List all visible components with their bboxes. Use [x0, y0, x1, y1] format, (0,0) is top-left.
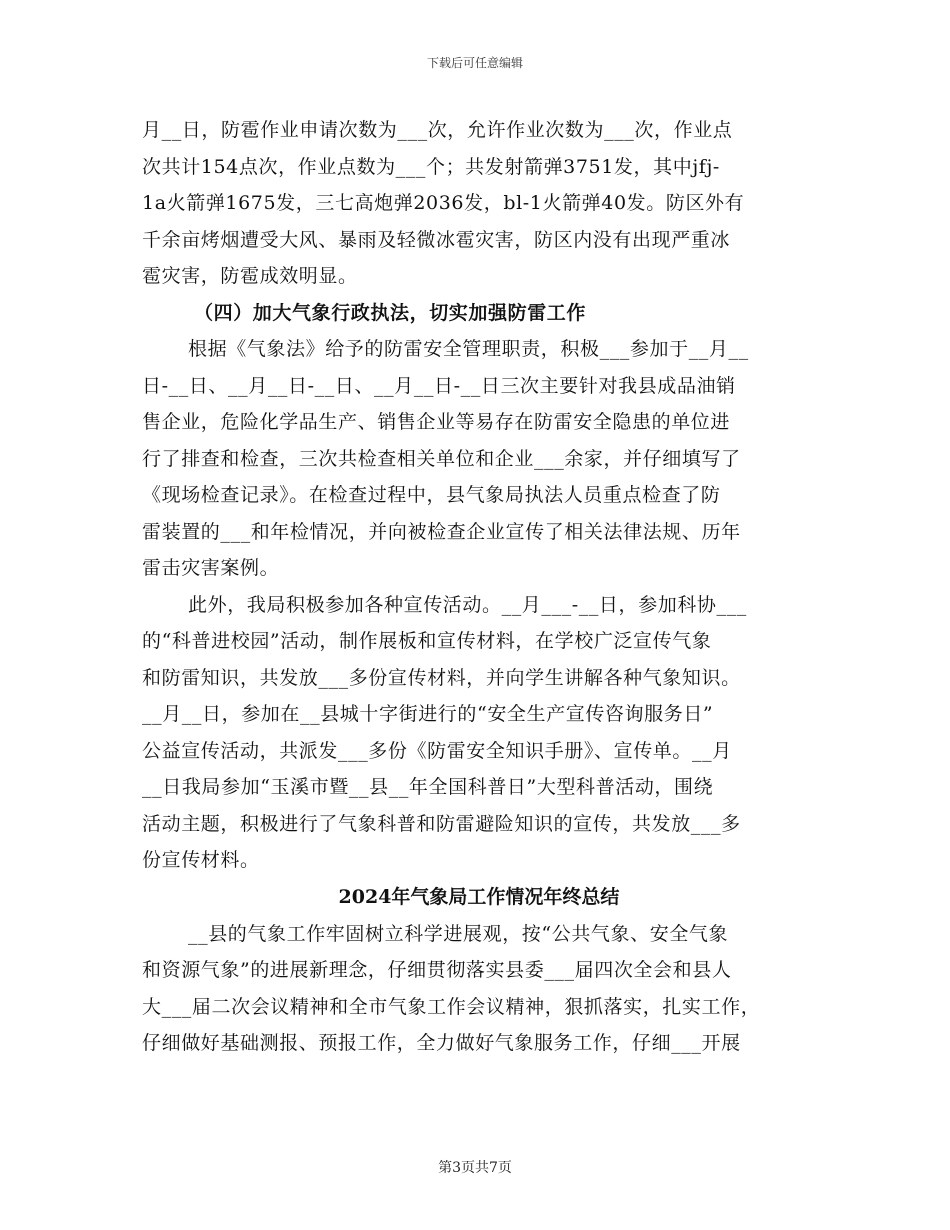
text-line: __县的气象工作牢固树立科学进展观，按“公共气象、安全气象: [188, 922, 729, 945]
text-line: 《现场检查记录》。在检查过程中，县气象局执法人员重点检查了防: [142, 484, 721, 506]
paragraph-lightning-inspection: [142, 331, 816, 587]
text-line: 和防雷知识，共发放___多份宣传材料，并向学生讲解各种气象知识。: [142, 666, 741, 689]
paragraph-publicity-activities: [142, 587, 816, 879]
text-line: 雹灾害，防雹成效明显。: [142, 265, 358, 287]
text-line: __月__日，参加在__县城十字街进行的“安全生产宣传咨询服务日”: [142, 703, 714, 725]
text-line: 雷击灾害案例。: [142, 557, 280, 579]
article-title: 2024年气象局工作情况年终总结: [338, 885, 620, 908]
text-line: 此外，我局积极参加各种宣传活动。__月___-__日，参加科协___: [188, 593, 747, 616]
page-number: 第3页共7页: [438, 1160, 512, 1176]
text-line: __日我局参加“玉溪市暨__县__年全国科普日”大型科普活动，围绕: [142, 776, 714, 798]
text-line: 根据《气象法》给予的防雷安全管理职责，积极___参加于__月__: [188, 338, 749, 360]
paragraph-hail-prevention: [142, 112, 816, 295]
text-line: 仔细做好基础测报、预报工作，全力做好气象服务工作，仔细___开展: [142, 1032, 741, 1054]
page-header: 下载后可任意编辑: [426, 56, 523, 70]
text-line: 大___届二次会议精神和全市气象工作会议精神，狠抓落实，扎实工作，: [142, 995, 761, 1018]
section-heading: （四）加大气象行政执法，切实加强防雷工作: [194, 301, 587, 324]
paragraph-annual-summary: [142, 916, 816, 1062]
text-line: 雷装置的___和年检情况，并向被检查企业宣传了相关法律法规、历年: [142, 520, 741, 543]
document-body: [142, 112, 816, 1062]
text-line: 日-__日、__月__日-__日、__月__日-__日三次主要针对我县成品油销: [142, 374, 736, 397]
text-line: 月__日，防雹作业申请次数为___次，允许作业次数为___次，作业点: [142, 119, 733, 141]
text-line: 售企业，危险化学品生产、销售企业等易存在防雷安全隐患的单位进: [142, 411, 731, 433]
text-line: 公益宣传活动，共派发___多份《防雷安全知识手册》、宣传单。__月: [142, 739, 732, 762]
text-line: 千余亩烤烟遭受大风、暴雨及轻微冰雹灾害，防区内没有出现严重冰: [142, 228, 731, 251]
text-line: 的“科普进校园”活动，制作展板和宣传材料，在学校广泛宣传气象: [142, 630, 712, 652]
text-line: 行了排查和检查，三次共检查相关单位和企业___余家，并仔细填写了: [142, 447, 741, 470]
text-line: 活动主题，积极进行了气象科普和防雷避险知识的宣传，共发放___多: [142, 812, 741, 835]
text-line: 1a火箭弹1675发，三七高炮弹2036发，bl-1火箭弹40发。防区外有: [142, 192, 745, 214]
text-line: 份宣传材料。: [142, 849, 260, 871]
text-line: 和资源气象”的进展新理念，仔细贯彻落实县委___届四次全会和县人: [142, 959, 732, 981]
text-line: 次共计154点次，作业点数为___个；共发射箭弹3751发，其中jfj-: [142, 155, 720, 178]
